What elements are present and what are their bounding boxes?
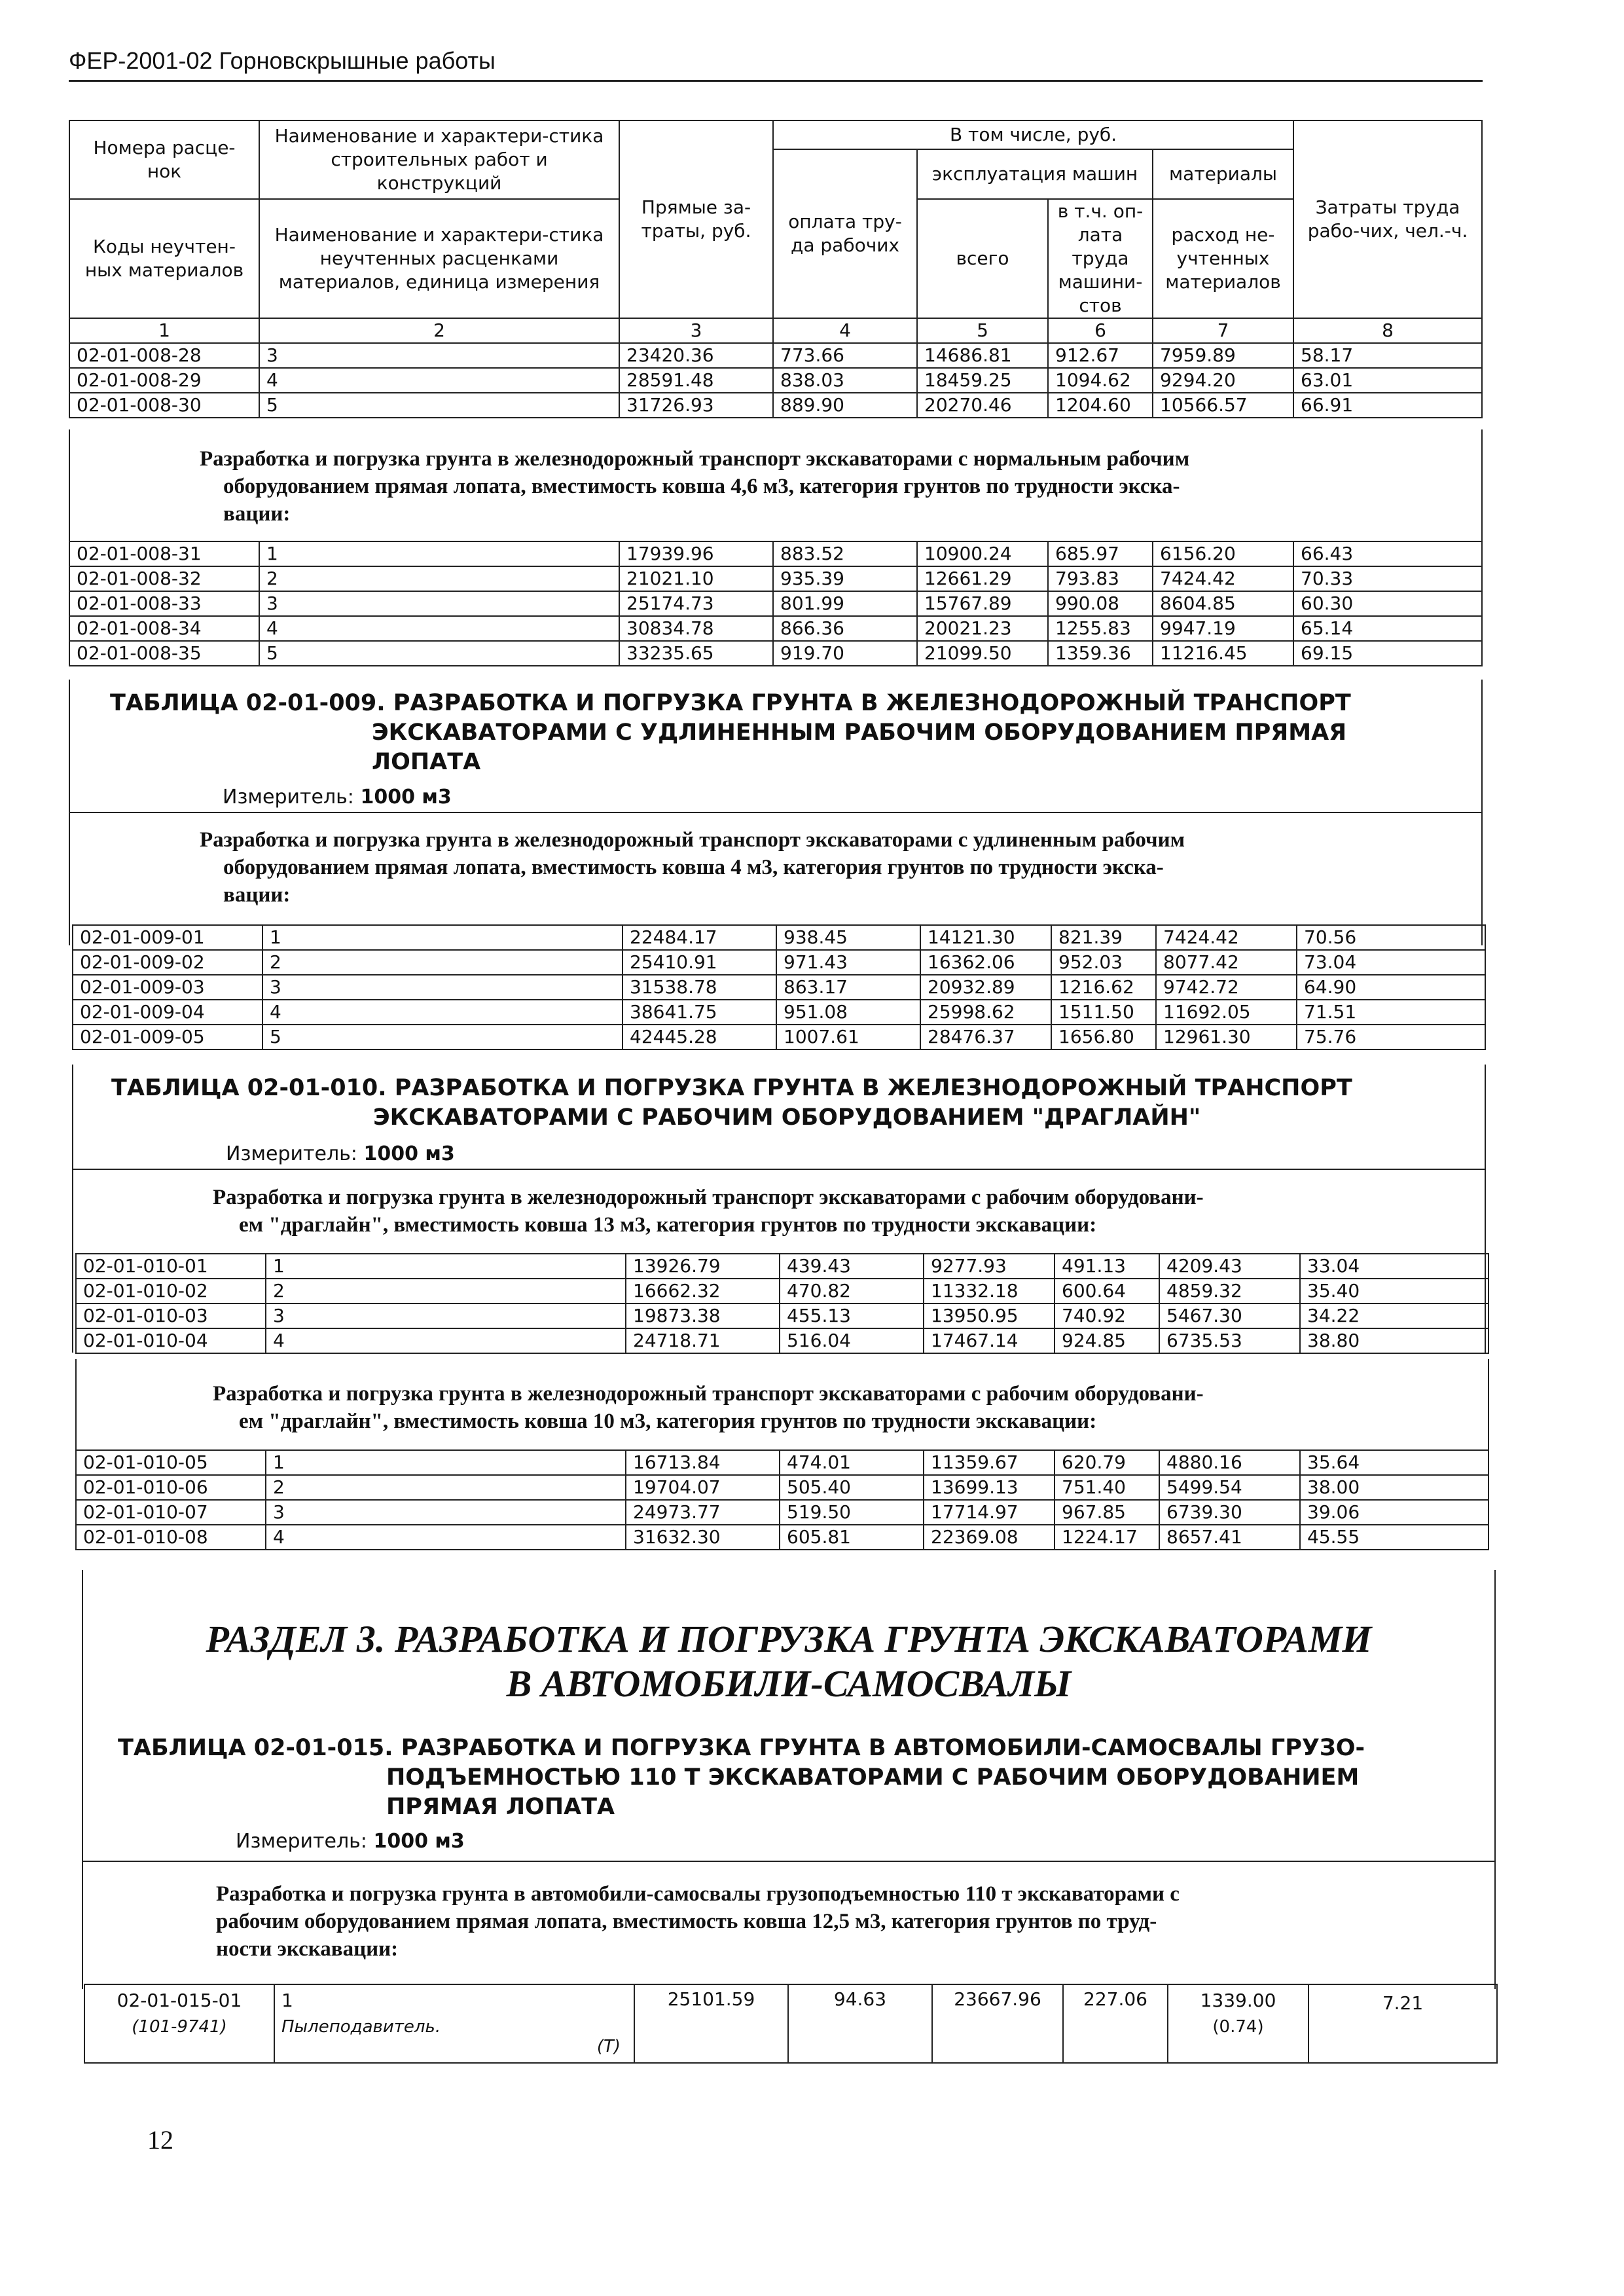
section-3-title xyxy=(82,1617,1496,1706)
direct-cost: 25410.91 xyxy=(623,950,776,975)
materials: 8657.41 xyxy=(1159,1525,1300,1550)
wages: 801.99 xyxy=(773,591,917,616)
table-row xyxy=(84,1984,1497,2063)
table-row xyxy=(69,541,1482,566)
desc-015 xyxy=(216,1880,1180,1963)
direct-cost: 42445.28 xyxy=(623,1025,776,1049)
materials-unaccounted: (0.74) xyxy=(1212,2017,1264,2037)
title-line: ЛОПАТА xyxy=(372,749,481,775)
rate-name: 2 xyxy=(262,950,623,975)
column-number: 6 xyxy=(1048,318,1153,343)
col-direct: Прямые за-траты, руб. xyxy=(619,120,773,318)
material-unit: (Т) xyxy=(596,2037,621,2056)
col-machines-wages: в т.ч. оп-лата труда машини-стов xyxy=(1048,199,1153,318)
table-row xyxy=(69,368,1482,393)
wages: 470.82 xyxy=(780,1279,924,1303)
measure-value: 1000 м3 xyxy=(360,786,452,809)
materials: 4209.43 xyxy=(1159,1254,1300,1279)
desc-009 xyxy=(200,826,1185,909)
frame-010-b xyxy=(75,1359,1489,1454)
wages: 505.40 xyxy=(780,1475,924,1500)
rate-code: 02-01-009-01 xyxy=(73,925,262,950)
materials-cell xyxy=(1168,1984,1308,2063)
wages: 883.52 xyxy=(773,541,917,566)
materials: 12961.30 xyxy=(1156,1025,1297,1049)
direct-cost: 19704.07 xyxy=(626,1475,780,1500)
rule xyxy=(72,1169,1485,1170)
labor: 33.04 xyxy=(1300,1254,1489,1279)
direct-cost: 24973.77 xyxy=(626,1500,780,1525)
direct-cost: 16713.84 xyxy=(626,1450,780,1475)
labor: 39.06 xyxy=(1300,1500,1489,1525)
table-row xyxy=(73,950,1485,975)
labor: 70.33 xyxy=(1293,566,1482,591)
wages: 935.39 xyxy=(773,566,917,591)
labor: 64.90 xyxy=(1297,975,1485,1000)
title-line: ЭКСКАВАТОРАМИ С УДЛИНЕННЫМ РАБОЧИМ ОБОРУДОВАНИЕМ ПРЯМАЯ xyxy=(372,720,1347,746)
title-010 xyxy=(111,1074,1352,1133)
labor: 60.30 xyxy=(1293,591,1482,616)
machines-wages: 912.67 xyxy=(1048,343,1153,368)
desc-line: Разработка и погрузка грунта в железнодорожный транспорт экскаваторами с нормальным рабочим xyxy=(200,447,1190,471)
page-number: 12 xyxy=(147,2125,173,2155)
wages: 889.90 xyxy=(773,393,917,418)
materials: 11216.45 xyxy=(1153,641,1293,666)
labor: 66.43 xyxy=(1293,541,1482,566)
rates-table-015 xyxy=(84,1984,1498,2064)
labor: 38.00 xyxy=(1300,1475,1489,1500)
rate-code: 02-01-009-04 xyxy=(73,1000,262,1025)
table-row xyxy=(69,393,1482,418)
rates-table-009 xyxy=(72,924,1486,1050)
machines-wages: 793.83 xyxy=(1048,566,1153,591)
table-row xyxy=(76,1328,1489,1353)
rate-name: 5 xyxy=(262,1025,623,1049)
rate-code: 02-01-008-31 xyxy=(69,541,259,566)
direct-cost: 13926.79 xyxy=(626,1254,780,1279)
table-row xyxy=(76,1450,1489,1475)
direct-cost: 22484.17 xyxy=(623,925,776,950)
materials: 11692.05 xyxy=(1156,1000,1297,1025)
materials: 9294.20 xyxy=(1153,368,1293,393)
machines-total: 20932.89 xyxy=(920,975,1051,1000)
wages: 439.43 xyxy=(780,1254,924,1279)
table-row xyxy=(73,1000,1485,1025)
direct-cost: 31726.93 xyxy=(619,393,773,418)
rate-name: 3 xyxy=(262,975,623,1000)
wages: 838.03 xyxy=(773,368,917,393)
desc-line: вации: xyxy=(223,502,291,526)
machines-wages: 1094.62 xyxy=(1048,368,1153,393)
rate-code: 02-01-008-30 xyxy=(69,393,259,418)
rate-code: 02-01-008-28 xyxy=(69,343,259,368)
rate-code: 02-01-009-05 xyxy=(73,1025,262,1049)
machines-wages: 685.97 xyxy=(1048,541,1153,566)
column-number: 7 xyxy=(1153,318,1293,343)
col-materials-unaccounted: расход не-учтенных материалов xyxy=(1153,199,1293,318)
direct-cost: 16662.32 xyxy=(626,1279,780,1303)
section-line: В АВТОМОБИЛИ-САМОСВАЛЫ xyxy=(506,1662,1072,1705)
rate-code: 02-01-010-08 xyxy=(76,1525,266,1550)
table-row xyxy=(69,616,1482,641)
table-row xyxy=(76,1525,1489,1550)
rate-code: 02-01-009-02 xyxy=(73,950,262,975)
labor: 35.64 xyxy=(1300,1450,1489,1475)
column-number: 2 xyxy=(259,318,619,343)
title-line: ТАБЛИЦА 02-01-009. РАЗРАБОТКА И ПОГРУЗКА ГРУНТА В ЖЕЛЕЗНОДОРОЖНЫЙ ТРАНСПОРТ xyxy=(110,690,1351,716)
column-number: 4 xyxy=(773,318,917,343)
machines-wages: 1359.36 xyxy=(1048,641,1153,666)
direct-cost: 28591.48 xyxy=(619,368,773,393)
machines-wages: 491.13 xyxy=(1055,1254,1159,1279)
rate-name: 5 xyxy=(259,641,619,666)
direct-cost: 31538.78 xyxy=(623,975,776,1000)
rate-code-cell xyxy=(84,1984,274,2063)
table-row xyxy=(73,975,1485,1000)
direct-cost: 25174.73 xyxy=(619,591,773,616)
wages: 455.13 xyxy=(780,1303,924,1328)
direct-cost: 33235.65 xyxy=(619,641,773,666)
rate-code: 02-01-010-04 xyxy=(76,1328,266,1353)
machines-total: 20021.23 xyxy=(917,616,1048,641)
section-line: РАЗДЕЛ 3. РАЗРАБОТКА И ПОГРУЗКА ГРУНТА ЭКСКАВАТОРАМИ xyxy=(206,1618,1372,1660)
col-codes-bottom: Коды неучтен-ных материалов xyxy=(69,199,259,318)
desc-line: ем "драглайн", вместимость ковша 13 м3, категория грунтов по трудности экскавации: xyxy=(239,1213,1097,1237)
rate-name: 2 xyxy=(266,1279,626,1303)
machines-wages: 1511.50 xyxy=(1051,1000,1156,1025)
labor: 58.17 xyxy=(1293,343,1482,368)
measure-value: 1000 м3 xyxy=(373,1830,465,1853)
machines-wages: 821.39 xyxy=(1051,925,1156,950)
rate-code: 02-01-010-02 xyxy=(76,1279,266,1303)
machines-total: 11359.67 xyxy=(924,1450,1055,1475)
machines-total: 20270.46 xyxy=(917,393,1048,418)
machines-total: 10900.24 xyxy=(917,541,1048,566)
machines-wages: 924.85 xyxy=(1055,1328,1159,1353)
rate-name: 4 xyxy=(266,1328,626,1353)
materials: 9742.72 xyxy=(1156,975,1297,1000)
machines-wages: 1656.80 xyxy=(1051,1025,1156,1049)
machines-wages: 620.79 xyxy=(1055,1450,1159,1475)
rate-name: 4 xyxy=(259,616,619,641)
measure-label: Измеритель: xyxy=(236,1830,367,1853)
col-labor: Затраты труда рабо-чих, чел.-ч. xyxy=(1293,120,1482,318)
col-incl: В том числе, руб. xyxy=(773,120,1293,149)
materials: 7959.89 xyxy=(1153,343,1293,368)
table-row xyxy=(69,591,1482,616)
wages: 773.66 xyxy=(773,343,917,368)
column-number: 8 xyxy=(1293,318,1482,343)
machines-total: 13950.95 xyxy=(924,1303,1055,1328)
desc-line: оборудованием прямая лопата, вместимость ковша 4,6 м3, категория грунтов по трудности экска- xyxy=(223,475,1180,498)
direct-cost: 38641.75 xyxy=(623,1000,776,1025)
material-name: Пылеподавитель. xyxy=(281,2017,441,2037)
rule xyxy=(82,1861,1494,1862)
column-number: 5 xyxy=(917,318,1048,343)
table-row xyxy=(76,1279,1489,1303)
header-rule xyxy=(69,80,1483,82)
measure-010 xyxy=(226,1142,455,1165)
direct-cost: 25101.59 xyxy=(634,1984,788,2063)
wages: 605.81 xyxy=(780,1525,924,1550)
machines-total: 13699.13 xyxy=(924,1475,1055,1500)
materials: 6735.53 xyxy=(1159,1328,1300,1353)
desc-line: Разработка и погрузка грунта в железнодорожный транспорт экскаваторами с рабочим оборудовани- xyxy=(213,1382,1204,1406)
rate-code: 02-01-010-01 xyxy=(76,1254,266,1279)
direct-cost: 21021.10 xyxy=(619,566,773,591)
wages: 866.36 xyxy=(773,616,917,641)
rate-code: 02-01-010-03 xyxy=(76,1303,266,1328)
materials: 8077.42 xyxy=(1156,950,1297,975)
materials: 5467.30 xyxy=(1159,1303,1300,1328)
labor: 69.15 xyxy=(1293,641,1482,666)
table-row xyxy=(76,1500,1489,1525)
labor: 70.56 xyxy=(1297,925,1485,950)
rate-name: 1 xyxy=(266,1450,626,1475)
measure-label: Измеритель: xyxy=(226,1142,357,1165)
measure-009 xyxy=(223,786,452,809)
rate-name: 1 xyxy=(281,1990,293,2011)
machines-wages: 1255.83 xyxy=(1048,616,1153,641)
material-code: (101-9741) xyxy=(132,2017,227,2037)
machines-total: 18459.25 xyxy=(917,368,1048,393)
labor: 45.55 xyxy=(1300,1525,1489,1550)
wages: 938.45 xyxy=(776,925,920,950)
labor: 63.01 xyxy=(1293,368,1482,393)
desc-line: вации: xyxy=(223,883,291,907)
labor: 34.22 xyxy=(1300,1303,1489,1328)
wages: 863.17 xyxy=(776,975,920,1000)
measure-label: Измеритель: xyxy=(223,786,354,809)
column-number: 3 xyxy=(619,318,773,343)
materials: 7424.42 xyxy=(1153,566,1293,591)
rates-table-008-b xyxy=(69,541,1483,666)
desc-line: оборудованием прямая лопата, вместимость ковша 4 м3, категория грунтов по трудности экска- xyxy=(223,856,1164,879)
rate-code: 02-01-010-07 xyxy=(76,1500,266,1525)
materials: 6739.30 xyxy=(1159,1500,1300,1525)
labor: 73.04 xyxy=(1297,950,1485,975)
machines-total: 17714.97 xyxy=(924,1500,1055,1525)
labor: 38.80 xyxy=(1300,1328,1489,1353)
machines-total: 12661.29 xyxy=(917,566,1048,591)
rule xyxy=(69,812,1481,813)
machines-total: 28476.37 xyxy=(920,1025,1051,1049)
col-codes-top: Номера расце-нок xyxy=(69,120,259,199)
desc-line: ности экскавации: xyxy=(216,1937,399,1961)
materials: 1339.00 xyxy=(1200,1990,1276,2011)
materials: 10566.57 xyxy=(1153,393,1293,418)
machines-total: 14121.30 xyxy=(920,925,1051,950)
machines-wages: 600.64 xyxy=(1055,1279,1159,1303)
desc-008-b xyxy=(200,445,1189,528)
rate-code: 02-01-015-01 xyxy=(117,1990,242,2011)
rate-name-cell xyxy=(274,1984,634,2063)
rates-table-header xyxy=(69,120,1483,418)
page-header-title: ФЕР-2001-02 Горновскрышные работы xyxy=(69,47,496,74)
labor: 66.91 xyxy=(1293,393,1482,418)
rate-name: 3 xyxy=(259,343,619,368)
labor: 65.14 xyxy=(1293,616,1482,641)
direct-cost: 23420.36 xyxy=(619,343,773,368)
machines-total: 15767.89 xyxy=(917,591,1048,616)
table-row xyxy=(69,343,1482,368)
rate-code: 02-01-008-35 xyxy=(69,641,259,666)
machines-wages: 227.06 xyxy=(1063,1984,1168,2063)
direct-cost: 19873.38 xyxy=(626,1303,780,1328)
rate-name: 2 xyxy=(259,566,619,591)
measure-value: 1000 м3 xyxy=(363,1142,455,1165)
materials: 5499.54 xyxy=(1159,1475,1300,1500)
rate-code: 02-01-008-29 xyxy=(69,368,259,393)
rate-name: 4 xyxy=(266,1525,626,1550)
rate-name: 3 xyxy=(259,591,619,616)
machines-total: 25998.62 xyxy=(920,1000,1051,1025)
col-wages: оплата тру-да рабочих xyxy=(773,149,917,318)
machines-wages: 967.85 xyxy=(1055,1500,1159,1525)
materials: 4859.32 xyxy=(1159,1279,1300,1303)
labor: 75.76 xyxy=(1297,1025,1485,1049)
wages: 519.50 xyxy=(780,1500,924,1525)
wages: 1007.61 xyxy=(776,1025,920,1049)
title-line: ПОДЪЕМНОСТЬЮ 110 Т ЭКСКАВАТОРАМИ С РАБОЧИМ ОБОРУДОВАНИЕМ xyxy=(386,1764,1360,1791)
wages: 951.08 xyxy=(776,1000,920,1025)
machines-total: 9277.93 xyxy=(924,1254,1055,1279)
rate-name: 4 xyxy=(262,1000,623,1025)
materials: 6156.20 xyxy=(1153,541,1293,566)
machines-wages: 1204.60 xyxy=(1048,393,1153,418)
rate-code: 02-01-010-05 xyxy=(76,1450,266,1475)
direct-cost: 31632.30 xyxy=(626,1525,780,1550)
col-name-bottom: Наименование и характери-стика неучтенных расценками материалов, единица измерения xyxy=(259,199,619,318)
table-row xyxy=(76,1475,1489,1500)
rate-name: 2 xyxy=(266,1475,626,1500)
desc-010-a xyxy=(213,1184,1204,1239)
table-row xyxy=(73,1025,1485,1049)
col-machines-total: всего xyxy=(917,199,1048,318)
rates-table-010-a xyxy=(75,1253,1489,1354)
rate-code: 02-01-008-33 xyxy=(69,591,259,616)
machines-wages: 1224.17 xyxy=(1055,1525,1159,1550)
rate-name: 3 xyxy=(266,1303,626,1328)
title-line: ПРЯМАЯ ЛОПАТА xyxy=(386,1794,615,1820)
wages: 971.43 xyxy=(776,950,920,975)
direct-cost: 24718.71 xyxy=(626,1328,780,1353)
materials: 7424.42 xyxy=(1156,925,1297,950)
materials: 4880.16 xyxy=(1159,1450,1300,1475)
direct-cost: 17939.96 xyxy=(619,541,773,566)
title-015 xyxy=(118,1734,1365,1822)
title-line: ТАБЛИЦА 02-01-015. РАЗРАБОТКА И ПОГРУЗКА ГРУНТА В АВТОМОБИЛИ-САМОСВАЛЫ ГРУЗО- xyxy=(118,1735,1365,1761)
measure-015 xyxy=(236,1830,465,1853)
rate-name: 4 xyxy=(259,368,619,393)
table-row xyxy=(69,566,1482,591)
wages: 474.01 xyxy=(780,1450,924,1475)
labor: 71.51 xyxy=(1297,1000,1485,1025)
machines-total: 14686.81 xyxy=(917,343,1048,368)
machines-total: 23667.96 xyxy=(932,1984,1063,2063)
machines-wages: 1216.62 xyxy=(1051,975,1156,1000)
col-name-top: Наименование и характери-стика строительных работ и конструкций xyxy=(259,120,619,199)
rate-code: 02-01-008-34 xyxy=(69,616,259,641)
desc-line: рабочим оборудованием прямая лопата, вместимость ковша 12,5 м3, категория грунтов по труд- xyxy=(216,1910,1157,1933)
rate-name: 1 xyxy=(262,925,623,950)
machines-total: 21099.50 xyxy=(917,641,1048,666)
materials: 8604.85 xyxy=(1153,591,1293,616)
machines-wages: 952.03 xyxy=(1051,950,1156,975)
machines-wages: 990.08 xyxy=(1048,591,1153,616)
rates-table-010-b xyxy=(75,1449,1489,1550)
wages: 516.04 xyxy=(780,1328,924,1353)
labor: 35.40 xyxy=(1300,1279,1489,1303)
rate-name: 5 xyxy=(259,393,619,418)
table-row xyxy=(76,1254,1489,1279)
rate-name: 1 xyxy=(266,1254,626,1279)
direct-cost: 30834.78 xyxy=(619,616,773,641)
column-number: 1 xyxy=(69,318,259,343)
table-row xyxy=(76,1303,1489,1328)
desc-line: Разработка и погрузка грунта в железнодорожный транспорт экскаваторами с удлиненным рабочим xyxy=(200,828,1185,852)
col-materials: материалы xyxy=(1153,149,1293,199)
desc-line: ем "драглайн", вместимость ковша 10 м3, категория грунтов по трудности экскавации: xyxy=(239,1410,1097,1433)
labor: 7.21 xyxy=(1308,1984,1497,2063)
machines-total: 17467.14 xyxy=(924,1328,1055,1353)
title-line: ТАБЛИЦА 02-01-010. РАЗРАБОТКА И ПОГРУЗКА ГРУНТА В ЖЕЛЕЗНОДОРОЖНЫЙ ТРАНСПОРТ xyxy=(111,1075,1352,1101)
wages: 919.70 xyxy=(773,641,917,666)
table-row xyxy=(69,641,1482,666)
rate-code: 02-01-008-32 xyxy=(69,566,259,591)
machines-total: 11332.18 xyxy=(924,1279,1055,1303)
machines-wages: 740.92 xyxy=(1055,1303,1159,1328)
title-line: ЭКСКАВАТОРАМИ С РАБОЧИМ ОБОРУДОВАНИЕМ "ДРАГЛАЙН" xyxy=(373,1104,1201,1131)
table-row xyxy=(73,925,1485,950)
desc-line: Разработка и погрузка грунта в железнодорожный транспорт экскаваторами с рабочим оборудовани- xyxy=(213,1186,1204,1209)
rate-code: 02-01-010-06 xyxy=(76,1475,266,1500)
rate-code: 02-01-009-03 xyxy=(73,975,262,1000)
rate-name: 1 xyxy=(259,541,619,566)
desc-line: Разработка и погрузка грунта в автомобили-самосвалы грузоподъемностью 110 т экскаваторами с xyxy=(216,1882,1180,1906)
col-machines: эксплуатация машин xyxy=(917,149,1153,199)
title-009 xyxy=(110,689,1351,777)
machines-total: 16362.06 xyxy=(920,950,1051,975)
wages: 94.63 xyxy=(788,1984,932,2063)
materials: 9947.19 xyxy=(1153,616,1293,641)
machines-total: 22369.08 xyxy=(924,1525,1055,1550)
rate-name: 3 xyxy=(266,1500,626,1525)
machines-wages: 751.40 xyxy=(1055,1475,1159,1500)
